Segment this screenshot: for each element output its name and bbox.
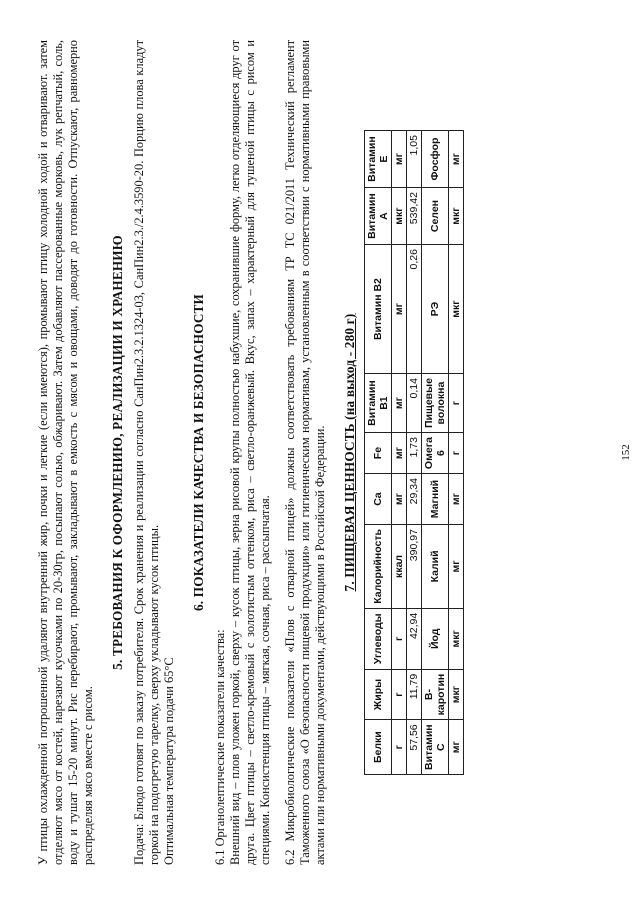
- unit-cell: мкг: [449, 608, 464, 669]
- unit-cell: г: [449, 374, 464, 433]
- unit-cell: мг: [392, 474, 407, 525]
- section-6-1-label: 6.1 Органолептические показатели качества:: [213, 629, 227, 865]
- table-row: [422, 131, 449, 775]
- header-cell: Калорийность: [365, 525, 392, 609]
- unit-cell: мг: [449, 474, 464, 525]
- section-7: [342, 40, 464, 865]
- section-5-text: Подача: Блюдо готовят по заказу потребителя. Срок хранения и реализации согласно СанПин2.3.2.1324-03, СанПин2.3./2.4.3590-20. Порцию плова кладут горкой на подогретую тарелку, сверху укладывают кусок птицы.: [132, 40, 161, 865]
- table-row: [407, 131, 422, 775]
- header-cell: Ca: [365, 474, 392, 525]
- table-row: [365, 131, 392, 775]
- header-cell: Омега 6: [422, 433, 449, 474]
- value-cell: 11,79: [407, 669, 422, 720]
- header-cell: Fe: [365, 433, 392, 474]
- header-cell: РЭ: [422, 245, 449, 374]
- section-7-title: 7. ПИЩЕВАЯ ЦЕННОСТЬ (на выход - 280 г): [342, 313, 357, 592]
- value-cell: 29,34: [407, 474, 422, 525]
- header-cell: Селен: [422, 188, 449, 245]
- value-cell: 539,42: [407, 188, 422, 245]
- unit-cell: мг: [392, 131, 407, 188]
- recipe-text: У птицы охлажденной потрошенной удаляют внутренний жир, почки и легкие (если имеются), промывают птицу холодной ходой и отваривают. затем отделяют мясо от костей, нарезают кусочками по 20-30гр, посыпают солью, обжаривают. Затем добавляют пассерованные морковь, лук репчатый, соль, воду и тушат 15-20 минут. Рис перебирают, промывают, закладывают в емкость с мясом и овощами, доводят до готовности. Отпускают, равномерно распределяя мясо вместе с рисом.: [36, 40, 95, 865]
- header-cell: Витамин В1: [365, 374, 392, 433]
- unit-cell: мг: [449, 720, 464, 775]
- page-number: 152: [620, 444, 632, 461]
- unit-cell: мкг: [392, 188, 407, 245]
- unit-cell: г: [392, 669, 407, 720]
- unit-cell: мг: [392, 374, 407, 433]
- header-cell: В-каротин: [422, 669, 449, 720]
- unit-cell: мкг: [449, 245, 464, 374]
- unit-cell: мкг: [449, 669, 464, 720]
- value-cell: 1,05: [407, 131, 422, 188]
- section-6: [191, 40, 328, 865]
- header-cell: Витамин С: [422, 720, 449, 775]
- header-cell: Белки: [365, 720, 392, 775]
- section-6-1-text: Внешний вид – плов уложен горкой, сверху – кусок птицы, зерна рисовой крупы полностью набухшие, сохранившие форму, легко отделяющиеся друг от друга. Цвет птицы – светло-кремовый с золотистым оттенком, риса – светло-оранжевый. Вкус, запах – характерный для тушеной птицы с рисом и специями. Консистенция птицы – мягкая, сочная, риса – рассыпчатая.: [228, 40, 272, 865]
- nutrition-table: [364, 130, 464, 775]
- value-cell: 0,14: [407, 374, 422, 433]
- value-cell: 1,73: [407, 433, 422, 474]
- unit-cell: мкг: [449, 188, 464, 245]
- section-5-title: 5. ТРЕБОВАНИЯ К ОФОРМЛЕНИЮ, РЕАЛИЗАЦИИ И ХРАНЕНИЮ: [110, 235, 125, 670]
- header-cell: Витамин В2: [365, 245, 392, 374]
- header-cell: Углеводы: [365, 608, 392, 669]
- unit-cell: мг: [449, 525, 464, 609]
- unit-cell: г: [392, 608, 407, 669]
- header-cell: Пищевые волокна: [422, 374, 449, 433]
- header-cell: Фосфор: [422, 131, 449, 188]
- section-5: [110, 40, 177, 865]
- header-cell: Магний: [422, 474, 449, 525]
- section-6-title: 6. ПОКАЗАТЕЛИ КАЧЕСТВА И БЕЗОПАСНОСТИ: [191, 294, 206, 611]
- header-cell: Йод: [422, 608, 449, 669]
- header-cell: Жиры: [365, 669, 392, 720]
- unit-cell: мг: [392, 433, 407, 474]
- value-cell: 57,56: [407, 720, 422, 775]
- header-cell: Витамин Е: [365, 131, 392, 188]
- unit-cell: мг: [449, 131, 464, 188]
- header-cell: Калий: [422, 525, 449, 609]
- table-row: [449, 131, 464, 775]
- section-6-2-text: 6.2 Микробиологические показатели «Плов с отварной птицей» должны соответствовать требованиям ТР ТС 021/2011 Технический регламент Таможенного союза «О безопасности пищевой продукции» или гигиеническим нормативам, установленным в соответствии с нормативными правовыми актами или нормативными документами, действующими в Российской Федерации.: [283, 40, 327, 865]
- unit-cell: г: [449, 433, 464, 474]
- unit-cell: г: [392, 720, 407, 775]
- value-cell: 42,94: [407, 608, 422, 669]
- header-cell: Витамин А: [365, 188, 392, 245]
- unit-cell: ккал: [392, 525, 407, 609]
- value-cell: 390,97: [407, 525, 422, 609]
- value-cell: 0,26: [407, 245, 422, 374]
- table-row: [392, 131, 407, 775]
- unit-cell: мг: [392, 245, 407, 374]
- section-5-temperature: Оптимальная температура подачи 65°С: [162, 657, 176, 865]
